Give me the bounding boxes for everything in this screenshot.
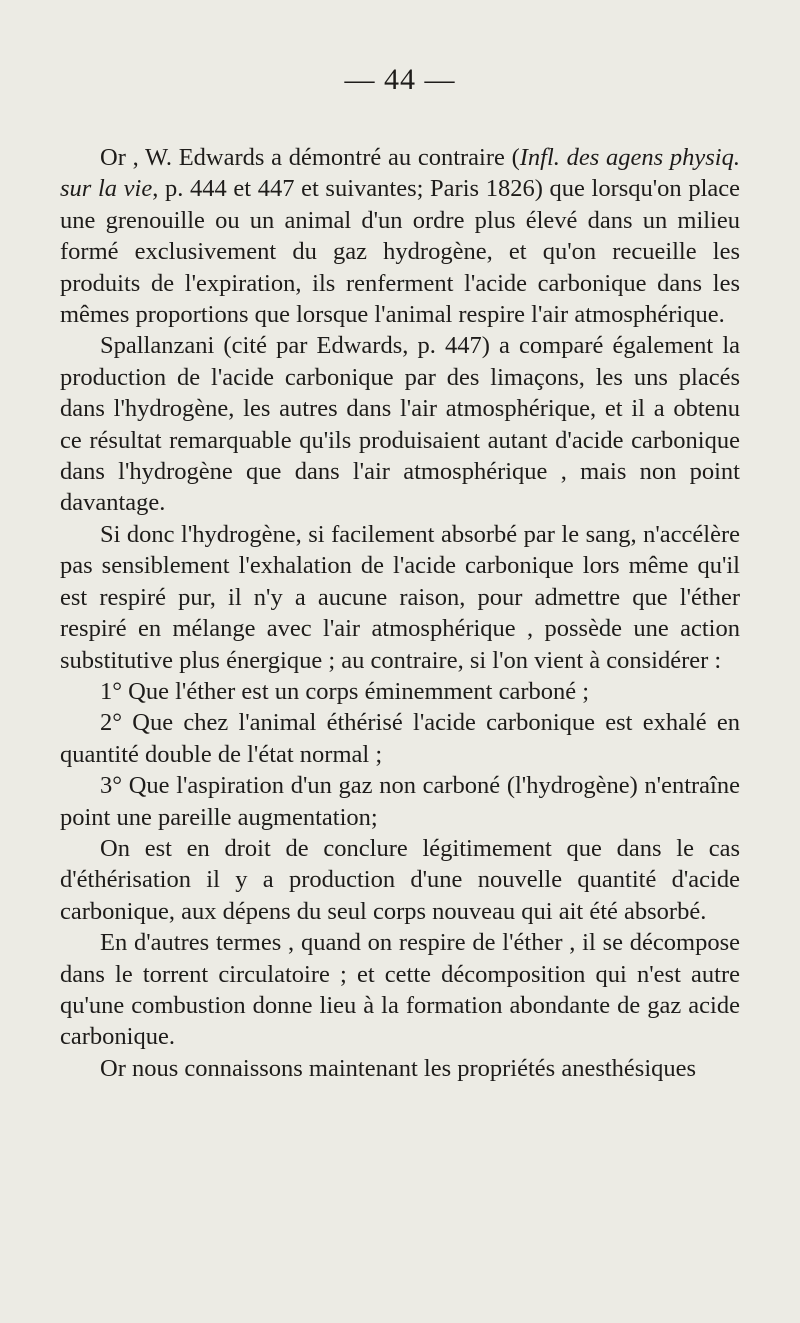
paragraph: Si donc l'hydrogène, si facilement absorbé par le sang, n'accélère pas sensiblement l'exhalation de l'acide carbonique lors même qu'il est respiré pur, il n'y a aucune raison, pour admettre que l'éther respiré en mélange avec l'air atmosphérique , possède une action substitutive plus énergique ; au contraire, si l'on vient à considérer : (60, 520, 740, 674)
list-item-2: 2° Que chez l'animal éthérisé l'acide carbonique est exhalé en quantité double de l'état normal ; (60, 709, 740, 768)
paragraph (60, 142, 740, 330)
paragraph: Or nous connaissons maintenant les propriétés anesthésiques (100, 1054, 697, 1082)
paragraph-text: Or , W. Edwards a démontré au contraire ( (100, 144, 520, 171)
list-item-1: 1° Que l'éther est un corps éminemment carboné ; (100, 677, 590, 705)
list-item-3: 3° Que l'aspiration d'un gaz non carboné (l'hydrogène) n'entraîne point une pareille augmentation; (60, 772, 740, 831)
paragraph-text: , p. 444 et 447 et suivantes; Paris 1826) que lorsqu'on place une grenouille ou un animal d'un ordre plus élevé dans un milieu formé exclusivement du gaz hydrogène, et qu'on recueille les produits de l'expiration, ils renferment l'acide carbonique dans les mêmes proportions que lorsque l'animal respire l'air atmosphérique. (60, 175, 740, 329)
page-number: — 44 — (344, 63, 456, 96)
paragraph: On est en droit de conclure légitimement que dans le cas d'éthérisation il y a production d'une nouvelle quantité d'acide carbonique, aux dépens du seul corps nouveau qui ait été absorbé. (60, 834, 740, 925)
italic-citation: Infl. des agens physiq. sur la vie (60, 144, 740, 203)
paragraph: Spallanzani (cité par Edwards, p. 447) a comparé également la production de l'acide carbonique par des limaçons, les uns placés dans l'hydrogène, les autres dans l'air atmosphérique, et il a obtenu ce résultat remarquable qu'ils produisaient autant d'acide carbonique dans l'hydrogène que dans l'air atmosphérique , mais non point davantage. (60, 332, 740, 517)
body-text (60, 142, 740, 1084)
paragraph: En d'autres termes , quand on respire de l'éther , il se décompose dans le torrent circulatoire ; et cette décomposition qui n'est autre qu'une combustion donne lieu à la formation abondante de gaz acide carbonique. (60, 929, 740, 1051)
